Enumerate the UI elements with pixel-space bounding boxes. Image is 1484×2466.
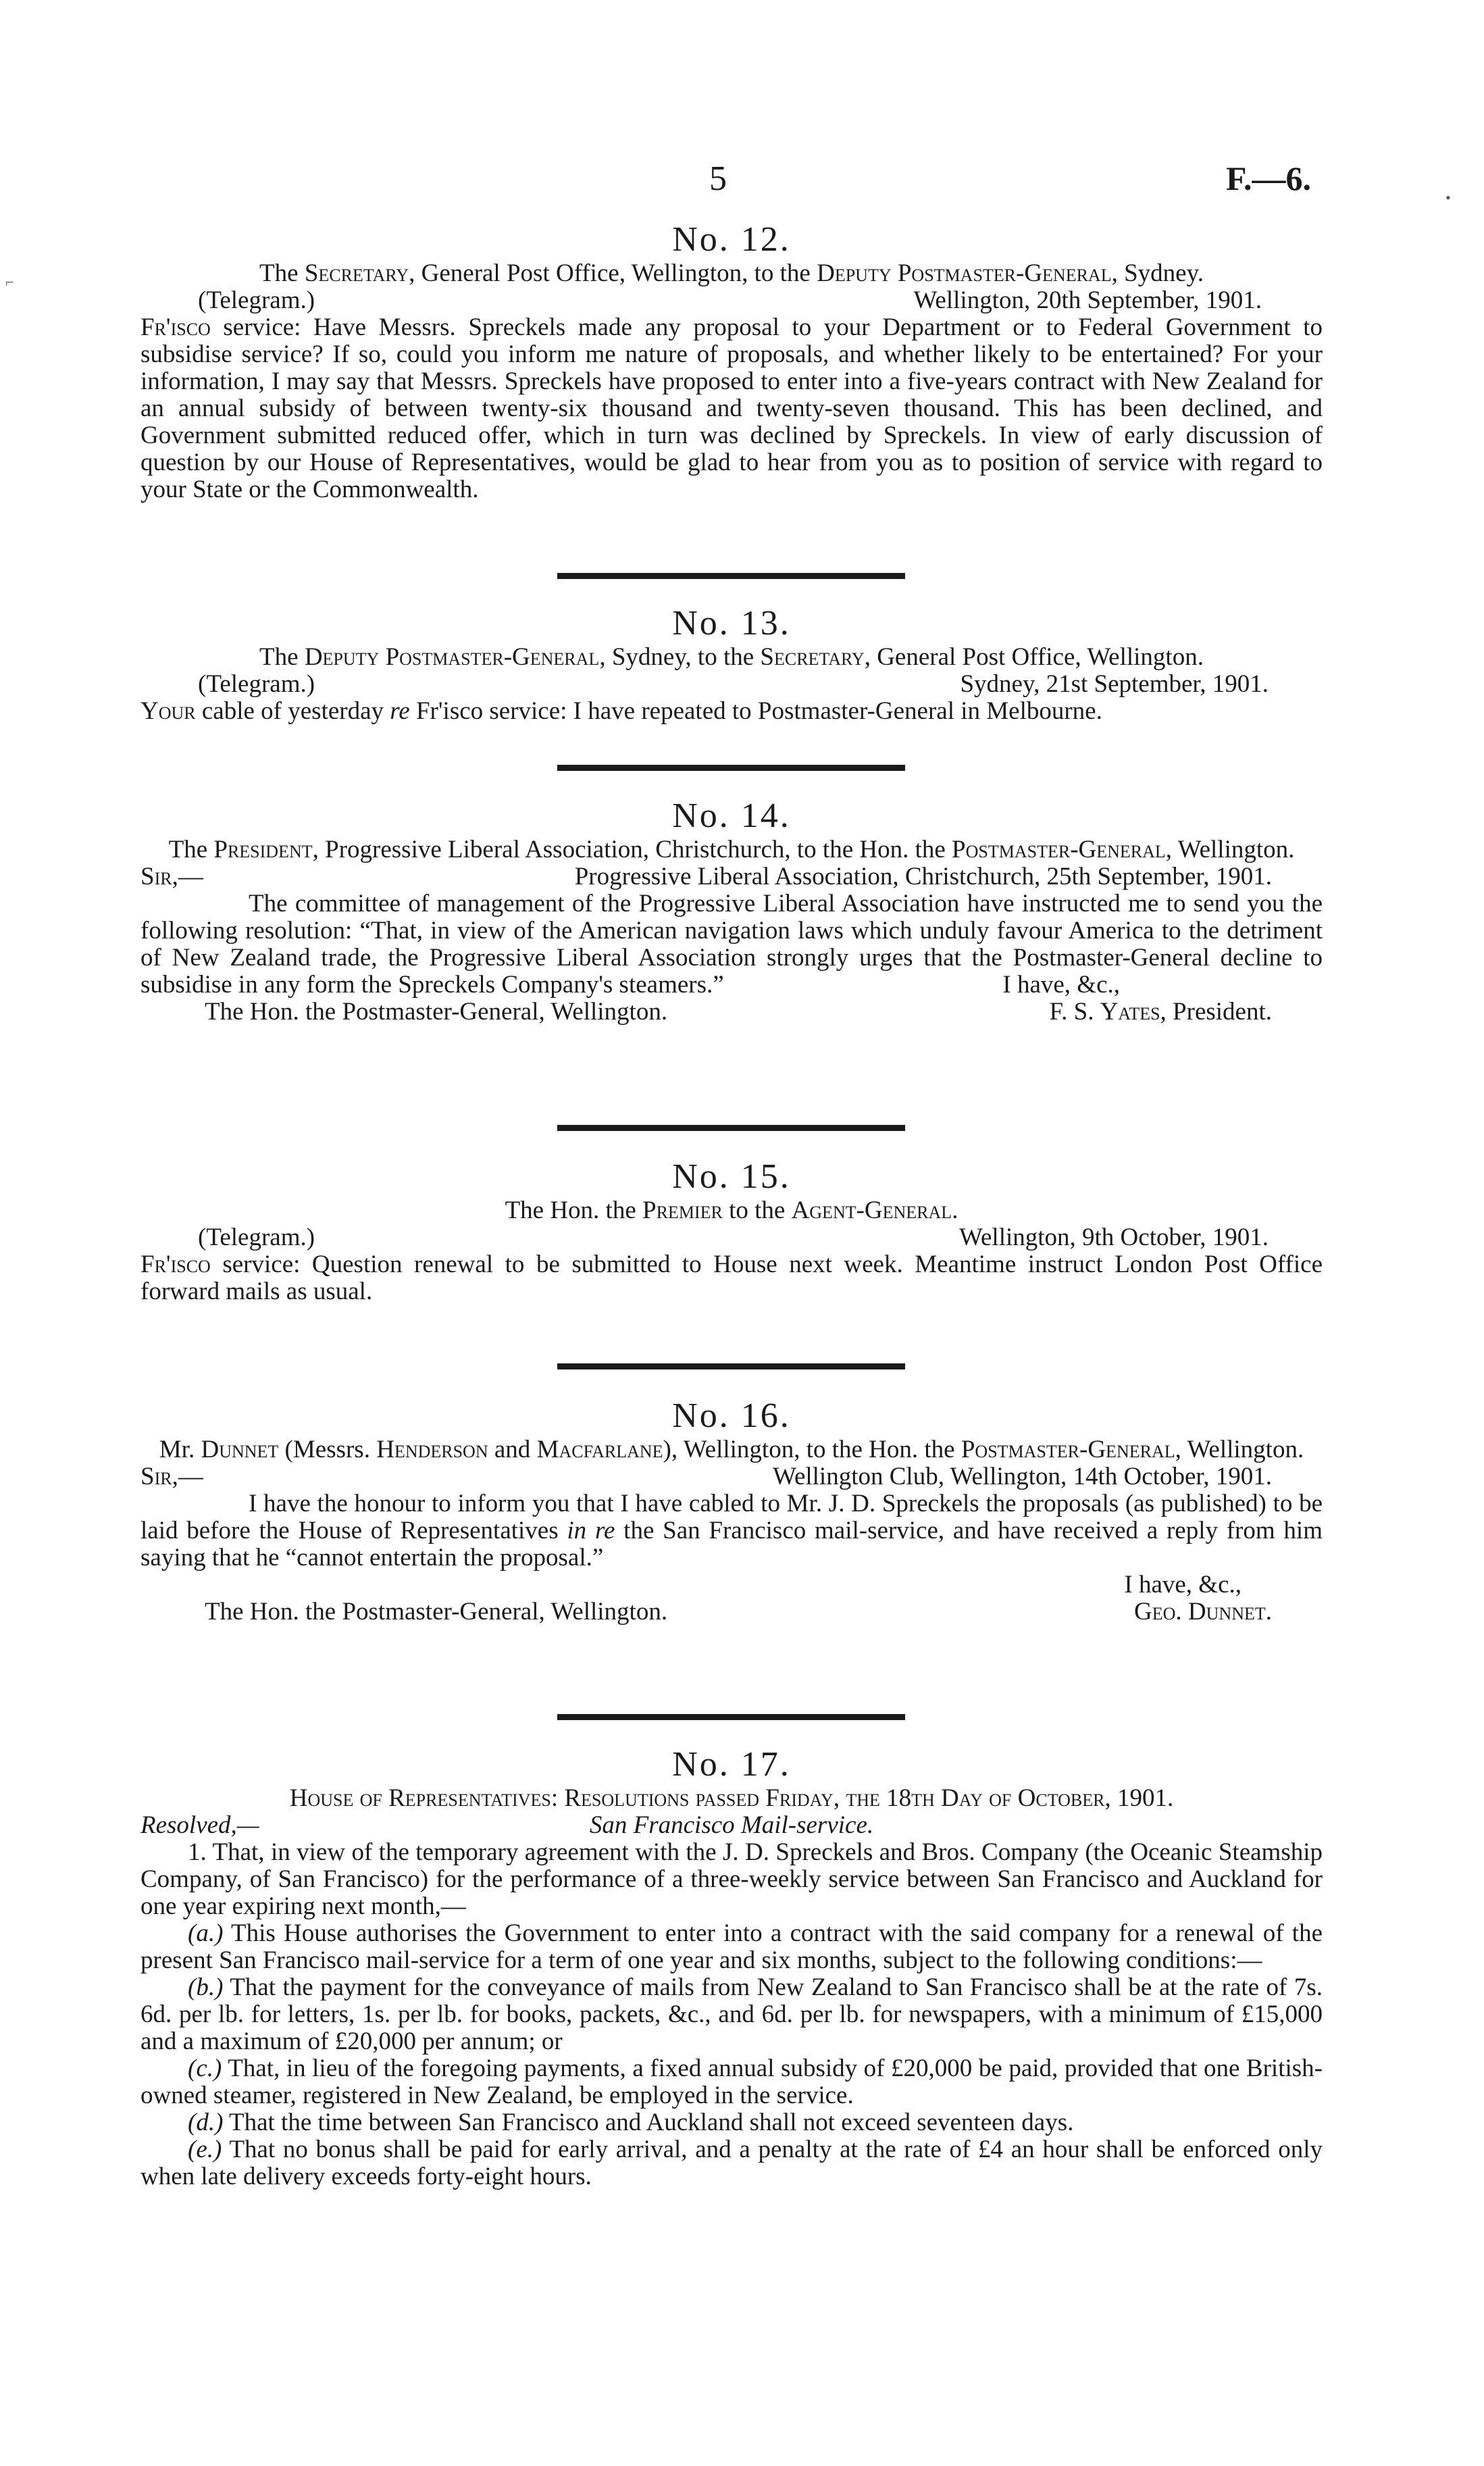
letter-title: No. 12. [672,220,791,259]
letter-body: Fr'isco service: Question renewal to be submitted to House next week. Meantime instruct London Post Office forward mails as usual. [140,1251,1323,1305]
letter-no-15 [140,1157,1323,1305]
letter-body: The committee of management of the Progressive Liberal Association have instructed me to send you the following resolution: “That, in view of the American navigation laws which unduly favour America to the detriment of New Zealand trade, the Progressive Liberal Association strongly urges that the Postmaster-General decline to subsidise in any form the Spreckels Company's steamers.” [140,890,1323,999]
letter-footer-row [140,999,1323,1026]
dateline: Progressive Liberal Association, Christchurch, 25th September, 1901. [574,863,1272,890]
section-divider [557,1714,905,1720]
dateline: Sydney, 21st September, 1901. [960,670,1269,698]
letter-title: No. 16. [672,1396,791,1435]
letter-closing: I have, &c., [1002,971,1120,999]
letter-no-13 [140,603,1323,725]
letter-header-row [140,287,1323,314]
letter-address: Mr. Dunnet (Messrs. Henderson and Macfarlane), Wellington, to the Hon. the Postmaster-General, Wellington. [159,1436,1304,1463]
letter-address: The President, Progressive Liberal Association, Christchurch, to the Hon. the Postmaster-General, Wellington. [168,836,1295,863]
signature: Geo. Dunnet. [1134,1598,1272,1626]
letter-address: The Secretary, General Post Office, Wellington, to the Deputy Postmaster-General, Sydney. [259,259,1204,287]
document-no-17 [140,1744,1323,2190]
margin-mark: ⌐ [5,274,14,291]
resolution-clause: (d.) That the time between San Francisco and Auckland shall not exceed seventeen days. [188,2109,1074,2136]
letter-address: The Deputy Postmaster-General, Sydney, to the Secretary, General Post Office, Wellington. [259,643,1204,671]
letter-no-14 [140,796,1323,1026]
letter-addressee: The Hon. the Postmaster-General, Wellington. [205,998,668,1026]
section-divider [557,1125,905,1131]
signature: F. S. Yates, President. [1049,998,1272,1026]
letter-body: Your cable of yesterday re Fr'isco service: I have repeated to Postmaster-General in Melbourne. [140,697,1102,725]
section-divider [557,765,905,771]
letter-title: No. 14. [672,797,791,835]
resolved-label: Resolved,— [140,1811,259,1839]
telegram-label: (Telegram.) [198,670,315,698]
telegram-label: (Telegram.) [198,286,315,314]
letter-no-16 [140,1396,1323,1626]
letter-body: I have the honour to inform you that I have cabled to Mr. J. D. Spreckels the proposals (as published) to be laid before the House of Representatives in re the San Francisco mail-service, and have received a reply from him saying that he “cannot entertain the proposal.” [140,1490,1323,1571]
dateline: Wellington Club, Wellington, 14th October, 1901. [772,1463,1272,1490]
letter-header-row [140,1224,1323,1251]
resolution-clause: (e.) That no bonus shall be paid for early arrival, and a penalty at the rate of £4 an hour shall be enforced only when late delivery exceeds forty-eight hours. [140,2136,1323,2190]
margin-mark: • [1445,189,1451,206]
salutation: Sir,— [140,863,203,890]
resolutions-subheading: San Francisco Mail-service. [589,1811,874,1839]
letter-title: No. 13. [672,604,791,643]
salutation: Sir,— [140,1463,203,1490]
letter-footer-row [140,1599,1323,1626]
dateline: Wellington, 20th September, 1901. [913,286,1262,314]
section-divider [557,573,905,579]
resolution-paragraph: 1. That, in view of the temporary agreement with the J. D. Spreckels and Bros. Company (the Oceanic Steamship Company, of San Francisco) for the performance of a three-weekly service between San Francisco and Auckland for one year expiring next month,— [140,1838,1323,1920]
resolution-clause: (c.) That, in lieu of the foregoing payments, a fixed annual subsidy of £20,000 be paid, provided that one British-owned steamer, registered in New Zealand, be employed in the service. [140,2055,1323,2109]
resolution-clause: (b.) That the payment for the conveyance of mails from New Zealand to San Francisco shall be at the rate of 7s. 6d. per lb. for letters, 1s. per lb. for books, packets, &c., and 6d. per lb. for newspapers, with a minimum of £15,000 and a maximum of £20,000 per annum; or [140,1973,1323,2055]
letter-title: No. 15. [672,1157,791,1196]
letter-header-row [140,863,1323,890]
letter-body: Fr'isco service: Have Messrs. Spreckels made any proposal to your Department or to Federal Government to subsidise service? If so, could you inform me nature of proposals, and whether likely to be entertained? For your information, I may say that Messrs. Spreckels have proposed to enter into a five-years contract with New Zealand for an annual subsidy of between twenty-six thousand and twenty-seven thousand. This has been declined, and Government submitted reduced offer, which in turn was declined by Spreckels. In view of early discussion of question by our House of Representatives, would be glad to hear from you as to position of service with regard to your State or the Commonwealth. [140,313,1323,503]
page-number: 5 [709,159,727,198]
letter-address: The Hon. the Premier to the Agent-General. [505,1197,958,1224]
letter-header-row [140,671,1323,698]
letter-header-row [140,1463,1323,1490]
dateline: Wellington, 9th October, 1901. [959,1224,1269,1251]
resolution-clause: (a.) This House authorises the Government to enter into a contract with the said company for a renewal of the present San Francisco mail-service for a term of one year and six months, subject to the following conditions:— [140,1919,1323,1974]
letter-addressee: The Hon. the Postmaster-General, Wellington. [205,1598,668,1626]
letter-closing: I have, &c., [1124,1571,1242,1599]
section-divider [557,1363,905,1369]
letter-no-12 [140,220,1323,503]
resolutions-heading: House of Representatives: Resolutions passed Friday, the 18th Day of October, 1901. [289,1784,1174,1812]
telegram-label: (Telegram.) [198,1224,315,1251]
document-title: No. 17. [672,1745,791,1784]
resolved-row [140,1812,1323,1839]
document-code: F.—6. [1226,159,1311,197]
